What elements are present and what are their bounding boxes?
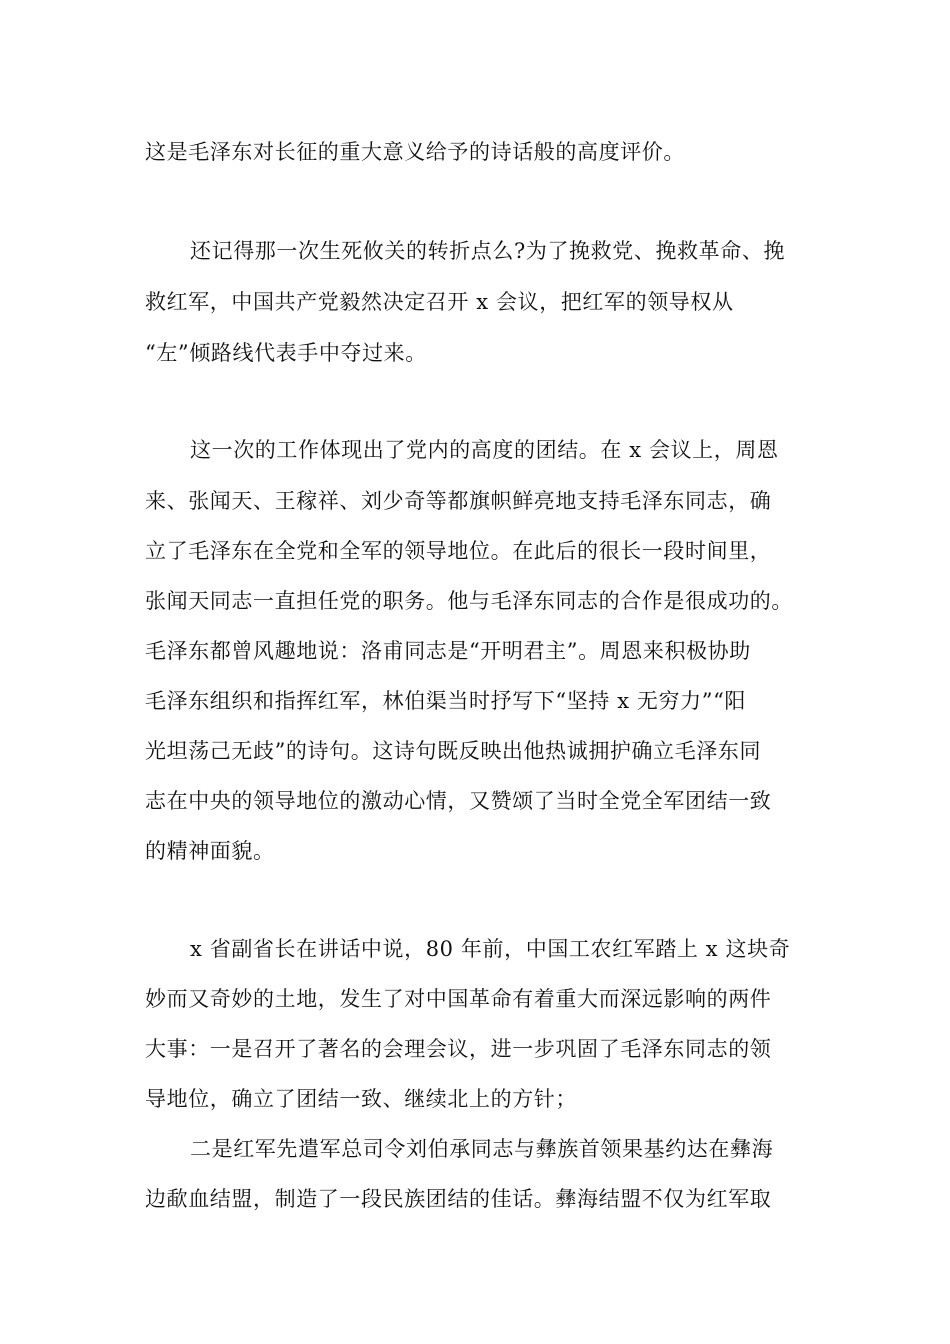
- paragraph-2-line-1: 还记得那一次生死攸关的转折点么?为了挽救党、挽救革命、挽: [190, 239, 786, 263]
- paragraph-3-line-2: 来、张闻天、王稼祥、刘少奇等都旗帜鲜亮地支持毛泽东同志，确: [145, 489, 772, 513]
- paragraph-3-line-8: 志在中央的领导地位的激动心情，又赞颂了当时全党全军团结一致: [145, 789, 772, 813]
- paragraph-2-line-3: “左”倾路线代表手中夺过来。: [145, 341, 427, 365]
- paragraph-1-line-1: 这是毛泽东对长征的重大意义给予的诗话般的高度评价。: [145, 140, 685, 164]
- paragraph-3-line-3: 立了毛泽东在全党和全军的领导地位。在此后的很长一段时间里，: [145, 539, 772, 563]
- paragraph-4-line-4: 导地位，确立了团结一致、继续北上的方针；: [145, 1087, 577, 1111]
- paragraph-4-line-3: 大事：一是召开了著名的会理会议，进一步巩固了毛泽东同志的领: [145, 1037, 772, 1061]
- paragraph-3-line-4: 张闻天同志一直担任党的职务。他与毛泽东同志的合作是很成功的。: [145, 589, 793, 613]
- paragraph-3-line-9: 的精神面貌。: [145, 839, 275, 863]
- paragraph-2-line-2: 救红军，中国共产党毅然决定召开 x 会议，把红军的领导权从: [145, 290, 734, 314]
- paragraph-3-line-6: 毛泽东组织和指挥红军，林伯渠当时抒写下“坚持 x 无穷力”“阳: [145, 689, 746, 713]
- paragraph-5-line-1: 二是红军先遣军总司令刘伯承同志与彝族首领果基约达在彝海: [190, 1137, 774, 1161]
- paragraph-4-line-2: 妙而又奇妙的土地，发生了对中国革命有着重大而深远影响的两件: [145, 987, 772, 1011]
- paragraph-3-line-7: 光坦荡己无歧”的诗句。这诗句既反映出他热诚拥护确立毛泽东同: [145, 739, 762, 763]
- paragraph-3-line-5: 毛泽东都曾风趣地说：洛甫同志是“开明君主”。周恩来积极协助: [145, 639, 751, 663]
- paragraph-3-line-1: 这一次的工作体现出了党内的高度的团结。在 x 会议上，周恩: [190, 438, 779, 462]
- paragraph-4-line-1: x 省副省长在讲话中说，80 年前，中国工农红军踏上 x 这块奇: [190, 937, 791, 961]
- paragraph-5-line-2: 边歃血结盟，制造了一段民族团结的佳话。彝海结盟不仅为红军取: [145, 1187, 772, 1211]
